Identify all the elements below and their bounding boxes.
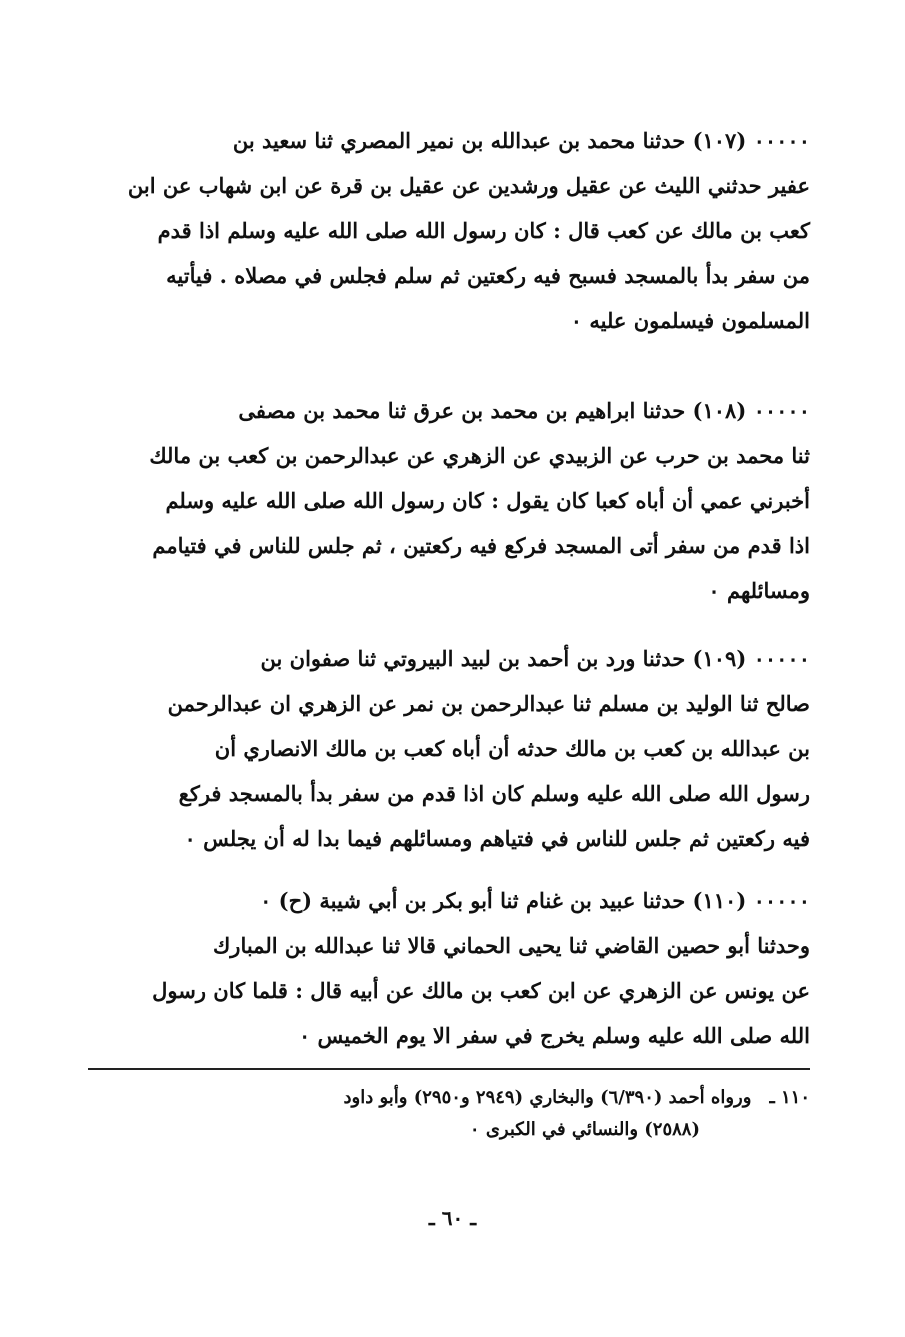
text-line: المسلمون فيسلمون عليه ٠ xyxy=(570,308,810,333)
text-line: فيه ركعتين ثم جلس للناس في فتياهم ومسائلهم فيما بدا له أن يجلس ٠ xyxy=(184,826,810,851)
text-line: عن يونس عن الزهري عن ابن كعب بن مالك عن أبيه قال : قلما كان رسول xyxy=(152,978,810,1003)
text-line: رسول الله صلى الله عليه وسلم كان اذا قدم من سفر بدأ بالمسجد فركع xyxy=(178,781,810,806)
footnote-line: ورواه أحمد (٦/٣٩٠) والبخاري (٢٩٤٩ و٢٩٥٠) وأبو داود xyxy=(343,1087,752,1108)
text-line: الله صلى الله عليه وسلم يخرج في سفر الا يوم الخميس ٠ xyxy=(298,1023,810,1048)
footnote-divider xyxy=(88,1068,810,1070)
footnote-number: ١١٠ ـ xyxy=(769,1087,810,1108)
text-line: ومسائلهم ٠ xyxy=(708,578,810,603)
text-line: أخبرني عمي أن أباه كعبا كان يقول : كان رسول الله صلى الله عليه وسلم xyxy=(165,488,810,513)
hadith-107 xyxy=(88,118,810,343)
text-line: بن عبدالله بن كعب بن مالك حدثه أن أباه كعب بن مالك الانصاري أن xyxy=(214,736,810,761)
text-line: ثنا محمد بن حرب عن الزبيدي عن الزهري عن عبدالرحمن بن كعب بن مالك xyxy=(149,443,810,468)
hadith-110 xyxy=(88,878,810,1058)
text-line: عفير حدثني الليث عن عقيل ورشدين عن عقيل بن قرة عن ابن شهاب عن ابن xyxy=(127,173,810,198)
text-line: من سفر بدأ بالمسجد فسبح فيه ركعتين ثم سلم فجلس في مصلاه . فيأتيه xyxy=(166,263,810,288)
text-line: وحدثنا أبو حصين القاضي ثنا يحيى الحماني قالا ثنا عبدالله بن المبارك xyxy=(213,933,810,958)
text-line: ٠٠٠٠٠ (١٠٧) حدثنا محمد بن عبدالله بن نمير المصري ثنا سعيد بن xyxy=(232,128,810,153)
footnote xyxy=(88,1082,810,1146)
text-line: اذا قدم من سفر أتى المسجد فركع فيه ركعتين ، ثم جلس للناس في فتيامم xyxy=(152,533,810,558)
text-line: ٠٠٠٠٠ (١١٠) حدثنا عبيد بن غنام ثنا أبو بكر بن أبي شيبة (ح) ٠ xyxy=(260,888,810,913)
footnote-line: (٢٥٨٨) والنسائي في الكبرى ٠ xyxy=(469,1119,700,1140)
text-line: ٠٠٠٠٠ (١٠٩) حدثنا ورد بن أحمد بن لبيد البيروتي ثنا صفوان بن xyxy=(260,646,810,671)
text-line: كعب بن مالك عن كعب قال : كان رسول الله صلى الله عليه وسلم اذا قدم xyxy=(157,218,810,243)
page-number: ـ ٦٠ ـ xyxy=(428,1206,477,1230)
text-line: صالح ثنا الوليد بن مسلم ثنا عبدالرحمن بن نمر عن الزهري ان عبدالرحمن xyxy=(167,691,810,716)
hadith-109 xyxy=(88,636,810,861)
hadith-108 xyxy=(88,388,810,613)
text-line: ٠٠٠٠٠ (١٠٨) حدثنا ابراهيم بن محمد بن عرق ثنا محمد بن مصفى xyxy=(238,398,810,423)
